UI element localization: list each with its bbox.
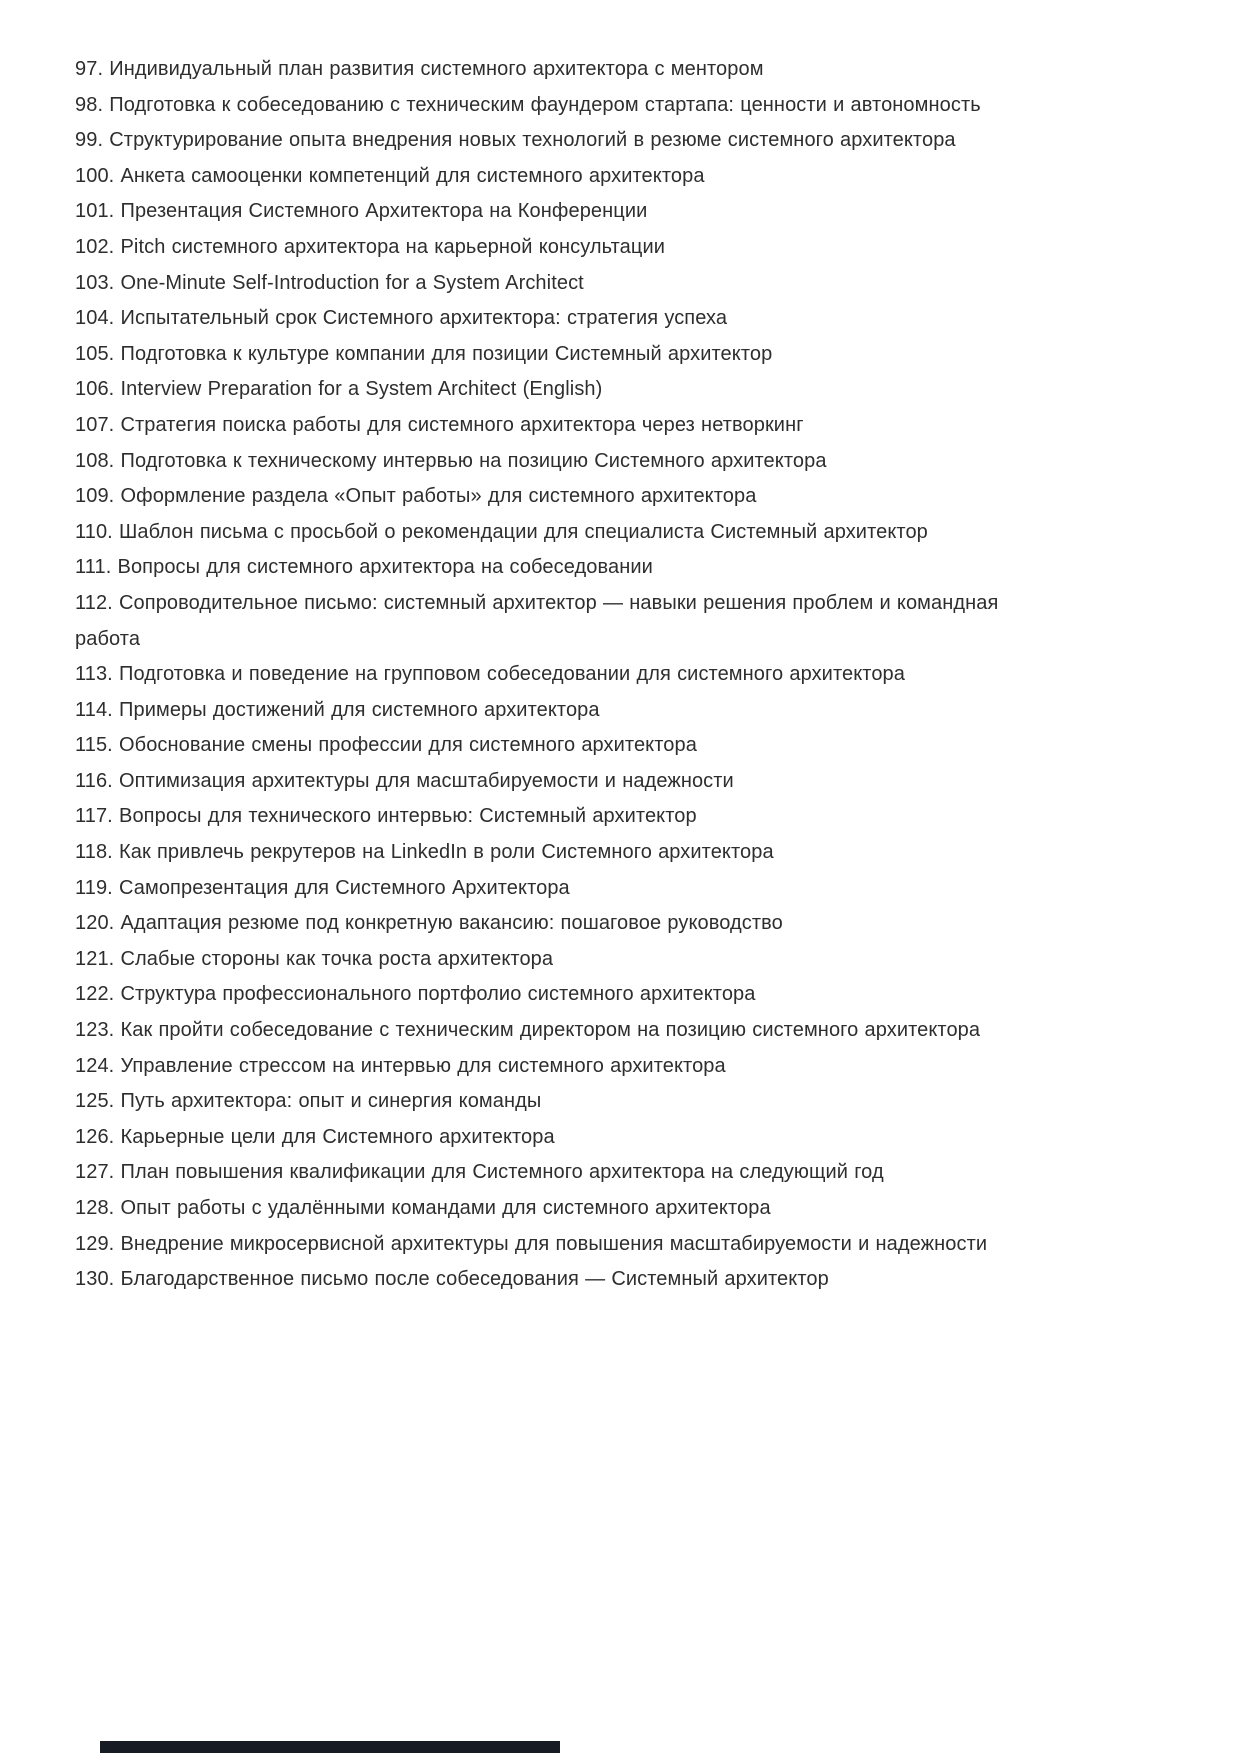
list-item: 123. Как пройти собеседование с техническим директором на позицию системного архитектора (75, 1019, 981, 1042)
bottom-dark-bar (100, 1741, 560, 1753)
list-item: 113. Подготовка и поведение на групповом собеседовании для системного архитектора (75, 663, 905, 686)
list-item: 116. Оптимизация архитектуры для масштабируемости и надежности (75, 769, 734, 792)
list-item: 97. Индивидуальный план развития системного архитектора с ментором (75, 58, 764, 80)
list-item: 108. Подготовка к техническому интервью на позицию Системного архитектора (75, 449, 827, 472)
list-item: 115. Обоснование смены профессии для системного архитектора (75, 734, 697, 757)
list-item: 129. Внедрение микросервисной архитектуры для повышения масштабируемости и надежности (75, 1232, 988, 1255)
list-item: 124. Управление стрессом на интервью для системного архитектора (75, 1054, 726, 1077)
list-item: 103. One-Minute Self-Introduction for a System Architect (75, 271, 584, 294)
list-item: 130. Благодарственное письмо после собеседования — Системный архитектор (75, 1268, 829, 1291)
list-item: 114. Примеры достижений для системного архитектора (75, 698, 600, 721)
list-item: 101. Презентация Системного Архитектора на Конференции (75, 200, 648, 223)
list-item: 111. Вопросы для системного архитектора на собеседовании (75, 556, 653, 579)
list-item: 121. Слабые стороны как точка роста архитектора (75, 947, 554, 970)
list-item: 104. Испытательный срок Системного архитектора: стратегия успеха (75, 307, 728, 330)
list-item: 109. Оформление раздела «Опыт работы» для системного архитектора (75, 485, 757, 508)
list-item: 100. Анкета самооценки компетенций для системного архитектора (75, 164, 705, 187)
list-item: 105. Подготовка к культуре компании для позиции Системный архитектор (75, 342, 773, 365)
list-item: 119. Самопрезентация для Системного Архитектора (75, 876, 570, 899)
list-item: 122. Структура профессионального портфолио системного архитектора (75, 983, 756, 1006)
list-item: 98. Подготовка к собеседованию с техническим фаундером стартапа: ценности и автономность (75, 93, 981, 116)
list-item: 110. Шаблон письма с просьбой о рекомендации для специалиста Системный архитектор (75, 520, 928, 543)
list-item: 112. Сопроводительное письмо: системный архитектор — навыки решения проблем и командная работа (75, 591, 999, 650)
list-item: 118. Как привлечь рекрутеров на LinkedIn в роли Системного архитектора (75, 841, 774, 864)
list-item: 126. Карьерные цели для Системного архитектора (75, 1125, 555, 1148)
list-item: 99. Структурирование опыта внедрения новых технологий в резюме системного архитектора (75, 129, 956, 152)
list-item: 125. Путь архитектора: опыт и синергия команды (75, 1090, 542, 1113)
list-item: 127. План повышения квалификации для Системного архитектора на следующий год (75, 1161, 884, 1184)
document-list (75, 52, 1019, 1298)
list-item: 120. Адаптация резюме под конкретную вакансию: пошаговое руководство (75, 912, 783, 935)
list-item: 107. Стратегия поиска работы для системного архитектора через нетворкинг (75, 413, 804, 436)
list-item: 128. Опыт работы с удалёнными командами для системного архитектора (75, 1197, 771, 1219)
list-item: 102. Pitch системного архитектора на карьерной консультации (75, 235, 665, 258)
list-item: 106. Interview Preparation for a System Architect (English) (75, 378, 603, 401)
list-item: 117. Вопросы для технического интервью: Системный архитектор (75, 805, 697, 828)
